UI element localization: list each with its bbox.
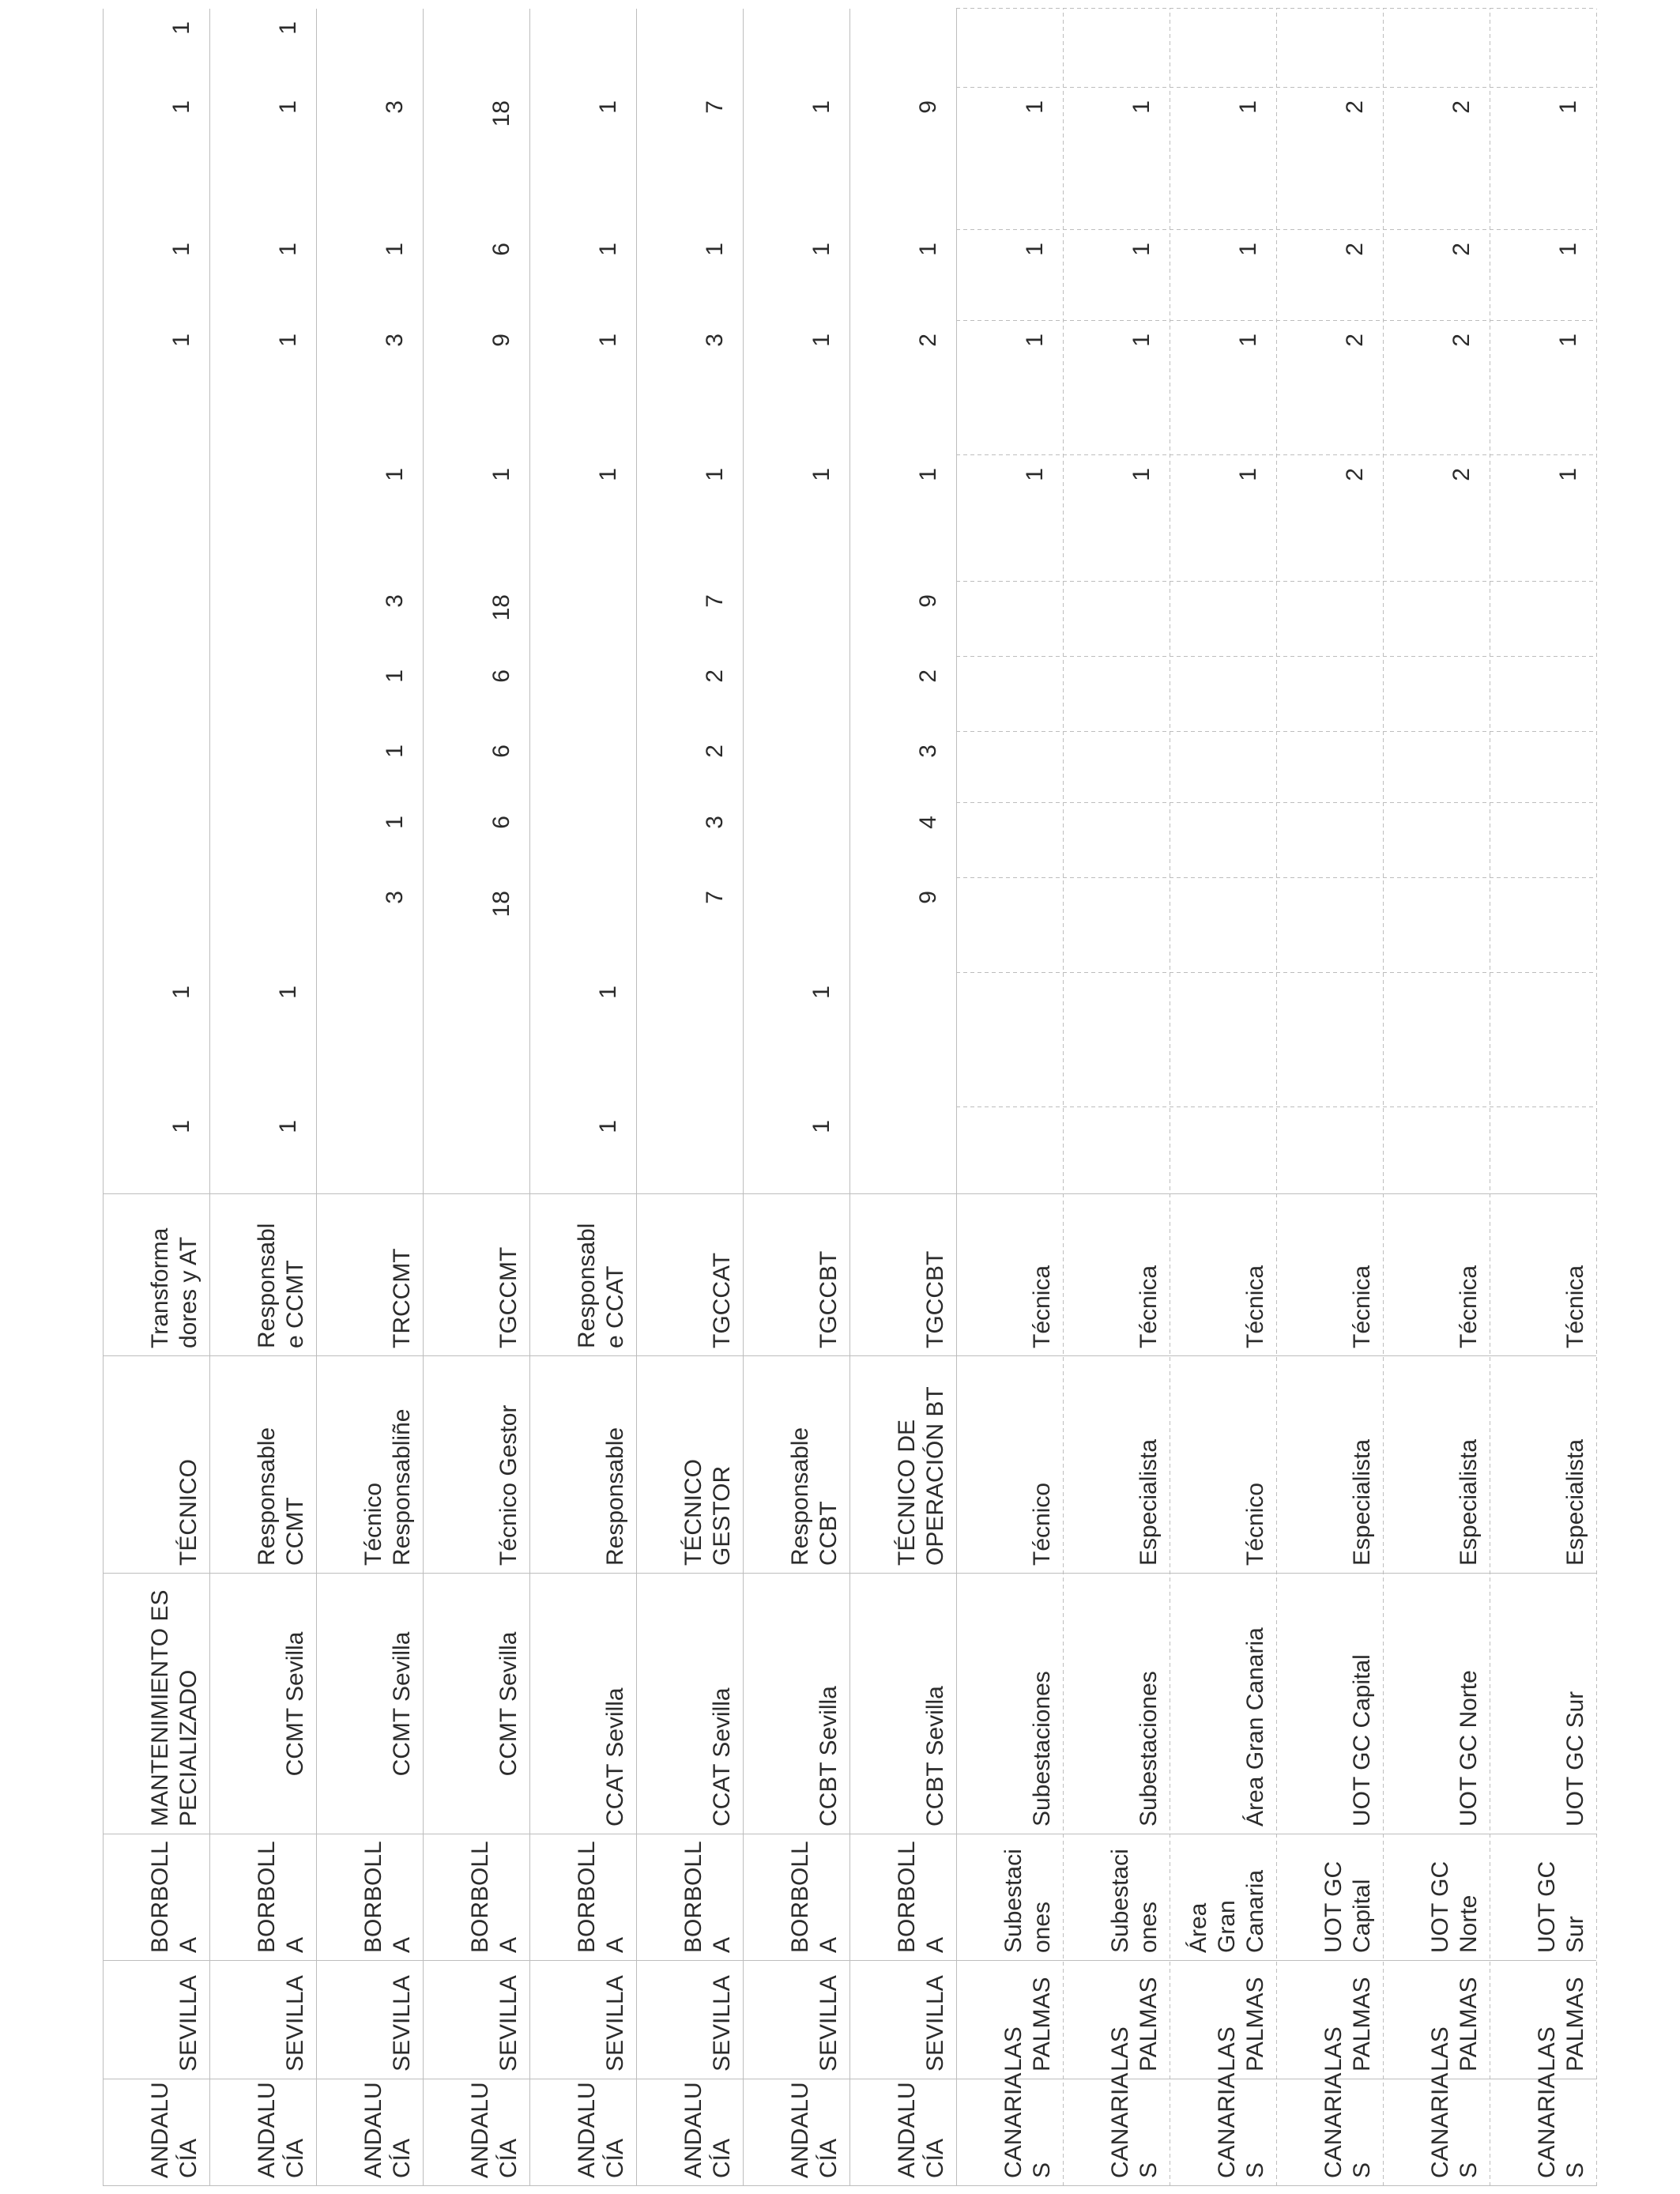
cell-province: SEVILLA [602,1975,628,2071]
cell-value: 1 [1022,468,1048,481]
cell-area: MANTENIMIENTO ES PECIALIZADO [147,1589,202,1826]
cell-value: 1 [168,334,194,347]
cell-value: 1 [1555,468,1581,481]
column-divider [956,802,1596,803]
cell-value: 1 [1022,243,1048,256]
cell-value: 1 [382,816,408,829]
cell-code: TGCCAT [709,1252,735,1348]
cell-value: 1 [275,334,301,347]
cell-province: LAS PALMAS [1534,1977,1588,2071]
cell-value: 1 [382,468,408,481]
cell-area: CCAT Sevilla [602,1687,628,1826]
cell-value: 1 [1555,243,1581,256]
cell-value: 1 [808,243,834,256]
cell-province: SEVILLA [495,1975,522,2071]
cell-value: 18 [488,100,514,127]
cell-value: 1 [1022,334,1048,347]
cell-value: 1 [1128,243,1155,256]
cell-province: SEVILLA [816,1975,842,2071]
cell-value: 3 [702,816,728,829]
cell-value: 9 [915,891,941,904]
cell-zone: UOT GC Norte [1427,1860,1482,1953]
cell-code: Responsabl e CCAT [574,1223,628,1348]
cell-value: 1 [808,986,834,999]
cell-province: LAS PALMAS [1427,1977,1482,2071]
cell-province: SEVILLA [922,1975,948,2071]
cell-value: 6 [488,745,514,758]
cell-code: Técnica [1562,1265,1588,1348]
cell-value: 1 [275,100,301,114]
cell-value: 4 [915,816,941,829]
cell-region: CANARIA S [1320,2072,1375,2178]
cell-value: 1 [1235,334,1261,347]
cell-region: ANDALU CÍA [467,2082,522,2178]
cell-role: Especialista [1349,1438,1375,1566]
cell-code: Técnica [1136,1265,1162,1348]
cell-value: 3 [915,745,941,758]
cell-zone: BORBOLL A [254,1841,308,1953]
cell-role: Responsable CCMT [254,1427,308,1566]
cell-region: CANARIA S [1107,2072,1162,2178]
cell-province: LAS PALMAS [1107,1977,1162,2071]
cell-value: 9 [915,100,941,114]
cell-value: 18 [488,594,514,621]
cell-value: 2 [1448,468,1475,481]
cell-value: 1 [808,334,834,347]
cell-value: 1 [595,243,621,256]
cell-value: 1 [808,100,834,114]
cell-region: CANARIA S [1534,2072,1588,2178]
cell-value: 3 [702,334,728,347]
cell-value: 2 [1448,334,1475,347]
cell-value: 1 [1235,468,1261,481]
cell-code: Responsabl e CCMT [254,1223,308,1348]
cell-role: Técnico Responsabliñe [360,1408,415,1566]
cell-value: 2 [1342,334,1368,347]
cell-area: CCMT Sevilla [282,1631,308,1777]
cell-code: Técnica [1456,1265,1482,1348]
cell-area: UOT GC Capital [1349,1654,1375,1826]
cell-value: 1 [275,1120,301,1133]
cell-value: 1 [702,243,728,256]
cell-value: 1 [595,100,621,114]
cell-role: Técnico [1029,1482,1055,1566]
cell-zone: BORBOLL A [680,1841,735,1953]
cell-value: 1 [1022,100,1048,114]
cell-zone: Subestaci ones [1000,1849,1055,1953]
column-divider [956,972,1596,973]
column-divider [956,8,1596,9]
cell-value: 1 [382,669,408,683]
cell-value: 1 [1128,334,1155,347]
cell-value: 7 [702,594,728,608]
cell-role: TÉCNICO DE OPERACIÓN BT [894,1386,948,1566]
cell-area: Subestaciones [1136,1671,1162,1826]
cell-role: TÉCNICO GESTOR [680,1459,735,1566]
cell-code: TGCCMT [495,1246,522,1348]
cell-value: 6 [488,669,514,683]
cell-region: CANARIA S [1214,2072,1268,2178]
cell-value: 2 [702,745,728,758]
cell-role: Responsable CCBT [787,1427,842,1566]
cell-value: 1 [275,243,301,256]
cell-value: 1 [275,986,301,999]
cell-province: SEVILLA [175,1975,202,2071]
column-divider [956,877,1596,878]
cell-value: 1 [168,21,194,35]
cell-region: ANDALU CÍA [574,2082,628,2178]
cell-zone: Subestaci ones [1107,1849,1162,1953]
cell-code: Técnica [1242,1265,1268,1348]
cell-value: 1 [1235,243,1261,256]
cell-zone: BORBOLL A [787,1841,842,1953]
cell-value: 2 [1342,100,1368,114]
cell-value: 1 [488,468,514,481]
cell-value: 1 [1128,100,1155,114]
cell-province: LAS PALMAS [1320,1977,1375,2071]
cell-zone: UOT GC Capital [1320,1860,1375,1953]
cell-zone: BORBOLL A [147,1841,202,1953]
cell-area: UOT GC Sur [1562,1691,1588,1826]
cell-value: 1 [1128,468,1155,481]
cell-value: 2 [1342,243,1368,256]
row-divider [1596,9,1597,2186]
cell-province: SEVILLA [282,1975,308,2071]
cell-value: 2 [915,669,941,683]
cell-role: Especialista [1562,1438,1588,1566]
cell-role: Técnico Gestor [495,1404,522,1566]
cell-value: 1 [595,468,621,481]
cell-role: Especialista [1456,1438,1482,1566]
cell-value: 1 [702,468,728,481]
column-divider [956,731,1596,732]
cell-code: TGCCBT [816,1250,842,1348]
cell-code: TRCCMT [389,1248,415,1348]
cell-area: CCAT Sevilla [709,1687,735,1826]
cell-region: ANDALU CÍA [147,2082,202,2178]
cell-code: Técnica [1349,1265,1375,1348]
cell-code: Técnica [1029,1265,1055,1348]
cell-value: 2 [915,334,941,347]
cell-value: 2 [1342,468,1368,481]
cell-value: 2 [1448,100,1475,114]
cell-role: Responsable [602,1427,628,1566]
cell-province: SEVILLA [389,1975,415,2071]
cell-value: 2 [702,669,728,683]
cell-area: CCMT Sevilla [495,1631,522,1777]
cell-value: 9 [915,594,941,608]
cell-value: 1 [595,334,621,347]
cell-area: Área Gran Canaria [1242,1627,1268,1826]
cell-region: ANDALU CÍA [254,2082,308,2178]
cell-value: 1 [1555,334,1581,347]
cell-region: ANDALU CÍA [360,2082,415,2178]
cell-value: 1 [808,468,834,481]
cell-code: TGCCBT [922,1250,948,1348]
cell-role: TÉCNICO [175,1459,202,1566]
cell-value: 2 [1448,243,1475,256]
cell-value: 1 [808,1120,834,1133]
cell-province: LAS PALMAS [1000,1977,1055,2071]
cell-value: 1 [382,745,408,758]
cell-zone: UOT GC Sur [1534,1860,1588,1953]
cell-value: 1 [382,243,408,256]
cell-value: 9 [488,334,514,347]
cell-value: 3 [382,891,408,904]
staffing-table [103,13,1596,2186]
cell-value: 1 [595,1120,621,1133]
cell-region: CANARIA S [1427,2072,1482,2178]
cell-value: 6 [488,243,514,256]
cell-value: 7 [702,100,728,114]
cell-value: 1 [915,468,941,481]
cell-value: 18 [488,891,514,918]
cell-zone: BORBOLL A [467,1841,522,1953]
cell-code: Transforma dores y AT [147,1227,202,1348]
cell-area: CCBT Sevilla [816,1686,842,1826]
cell-region: CANARIA S [1000,2072,1055,2178]
cell-province: SEVILLA [709,1975,735,2071]
cell-role: Técnico [1242,1482,1268,1566]
column-divider [956,656,1596,657]
cell-value: 6 [488,816,514,829]
cell-value: 1 [1235,100,1261,114]
cell-region: ANDALU CÍA [787,2082,842,2178]
cell-region: ANDALU CÍA [680,2082,735,2178]
cell-value: 1 [595,986,621,999]
cell-region: ANDALU CÍA [894,2082,948,2178]
cell-value: 3 [382,594,408,608]
cell-province: LAS PALMAS [1214,1977,1268,2071]
cell-area: UOT GC Norte [1456,1670,1482,1826]
cell-value: 1 [168,243,194,256]
cell-zone: BORBOLL A [360,1841,415,1953]
cell-role: Especialista [1136,1438,1162,1566]
cell-area: CCBT Sevilla [922,1686,948,1826]
cell-value: 1 [168,100,194,114]
cell-area: Subestaciones [1029,1671,1055,1826]
cell-value: 3 [382,100,408,114]
cell-value: 7 [702,891,728,904]
cell-zone: BORBOLL A [894,1841,948,1953]
cell-value: 3 [382,334,408,347]
cell-value: 1 [168,986,194,999]
cell-value: 1 [1555,100,1581,114]
cell-value: 1 [915,243,941,256]
column-divider [956,1106,1596,1107]
cell-zone: Área Gran Canaria [1185,1869,1268,1953]
cell-zone: BORBOLL A [574,1841,628,1953]
cell-area: CCMT Sevilla [389,1631,415,1777]
cell-value: 1 [168,1120,194,1133]
cell-value: 1 [275,21,301,35]
